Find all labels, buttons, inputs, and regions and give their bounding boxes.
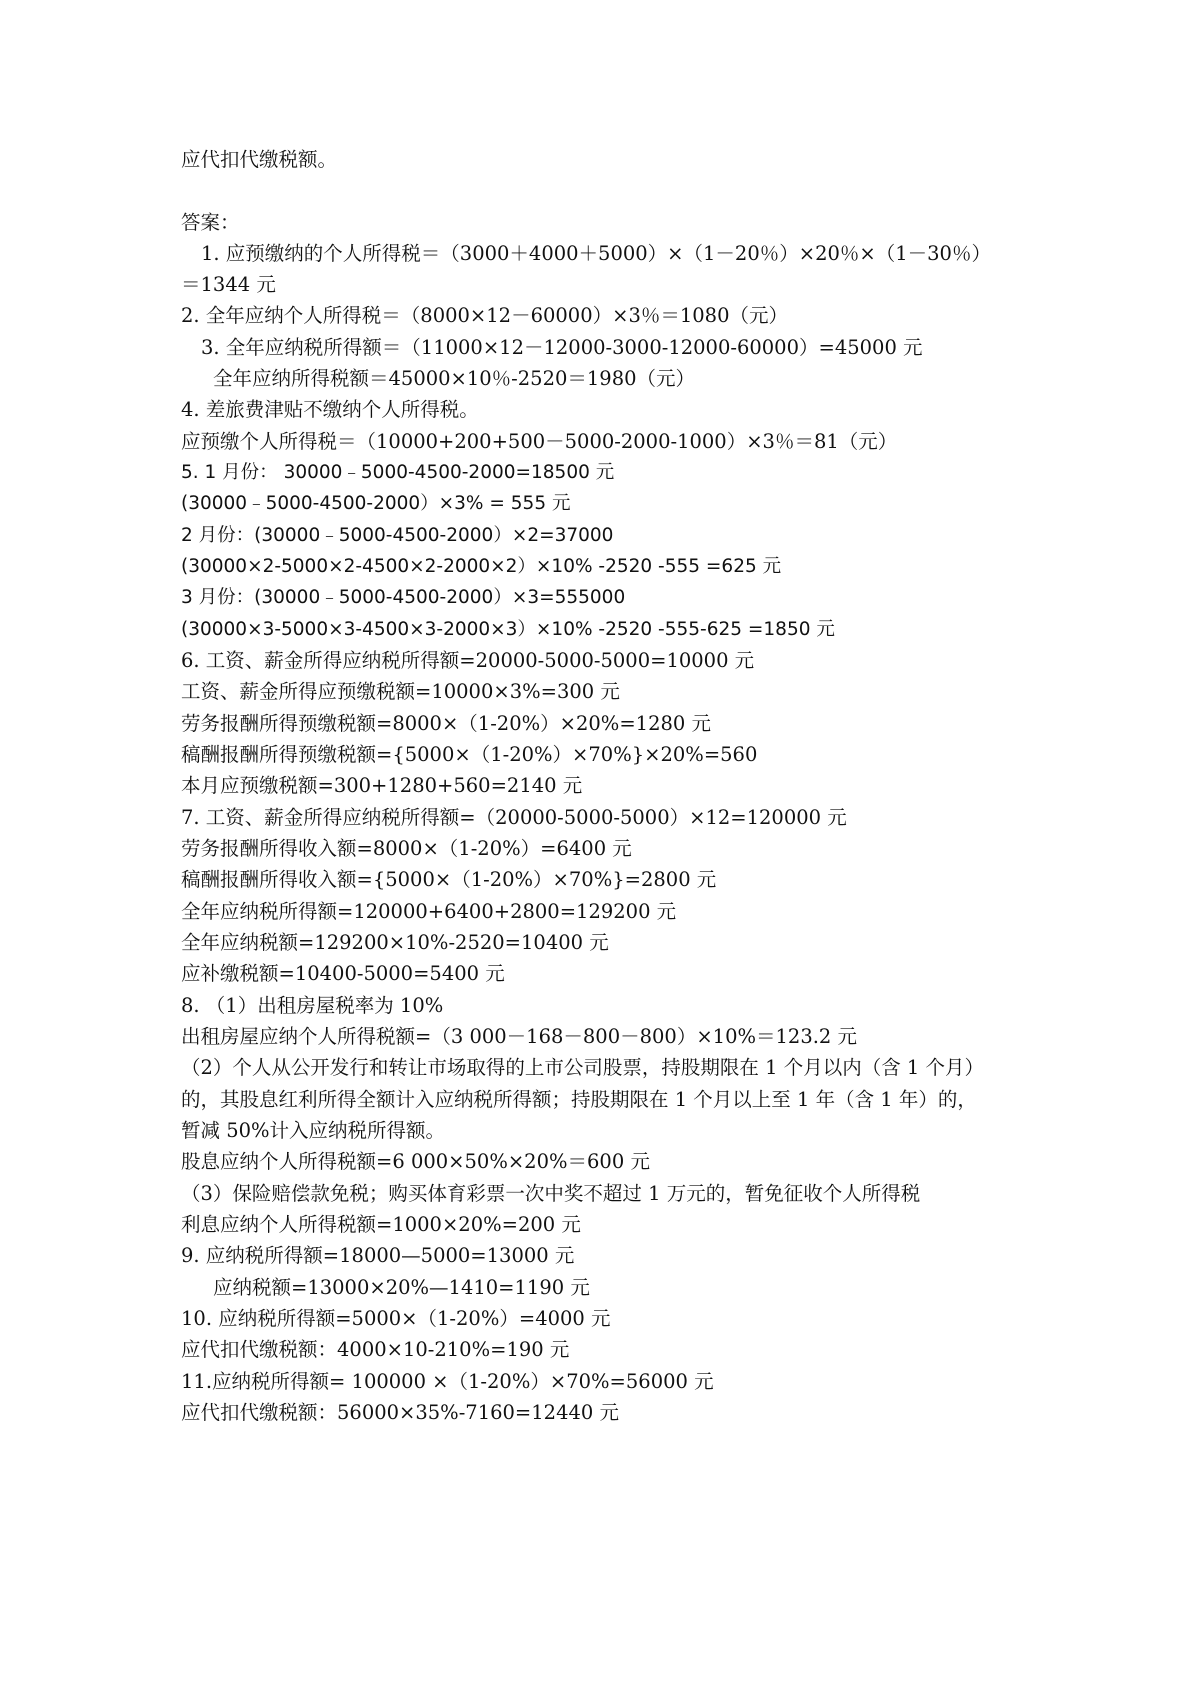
answer-8-line-6: 股息应纳个人所得税额=6 000×50%×20%＝600 元 [181,1150,650,1173]
answer-5-line-5: 3 月份：(30000﹣5000-4500-2000）×3=555000 [181,587,626,608]
answer-6-line-5: 本月应预缴税额=300+1280+560=2140 元 [181,774,583,797]
answer-9-line-1: 9. 应纳税所得额=18000—5000=13000 元 [181,1244,575,1267]
answer-5-line-4: (30000×2-5000×2-4500×2-2000×2）×10% -2520 -555 =625 元 [181,556,782,577]
answer-8-line-5: 暂减 50%计入应纳税所得额。 [181,1119,446,1142]
answer-6-line-2: 工资、薪金所得应预缴税额=10000×3%=300 元 [181,680,620,703]
answer-8-line-7: （3）保险赔偿款免税；购买体育彩票一次中奖不超过 1 万元的，暂免征收个人所得税 [181,1182,921,1205]
answer-11-line-2: 应代扣代缴税额：56000×35%-7160=12440 元 [181,1401,619,1424]
answer-5-line-6: (30000×3-5000×3-4500×3-2000×3）×10% -2520 -555-625 =1850 元 [181,619,835,640]
answer-8-line-2: 出租房屋应纳个人所得税额=（3 000－168－800－800）×10%＝123.2 元 [181,1025,858,1048]
answer-5-line-1: 5. 1 月份： 30000﹣5000-4500-2000=18500 元 [181,462,615,483]
answer-6-line-1: 6. 工资、薪金所得应纳税所得额=20000-5000-5000=10000 元 [181,649,755,672]
answer-8-line-4: 的，其股息红利所得全额计入应纳税所得额；持股期限在 1 个月以上至 1 年（含 1 年）的， [181,1088,977,1111]
answer-7-line-3: 稿酬报酬所得收入额={5000×（1-20%）×70%}=2800 元 [181,868,717,891]
answer-8-line-1: 8. （1）出租房屋税率为 10% [181,994,444,1017]
answer-heading: 答案： [181,211,240,234]
answer-5-line-3: 2 月份：(30000﹣5000-4500-2000）×2=37000 [181,525,614,546]
answer-11-line-1: 11.应纳税所得额= 100000 ×（1-20%）×70%=56000 元 [181,1370,714,1393]
answer-7-line-2: 劳务报酬所得收入额=8000×（1-20%）=6400 元 [181,837,632,860]
answer-10-line-2: 应代扣代缴税额：4000×10-210%=190 元 [181,1338,570,1361]
answer-8-line-8: 利息应纳个人所得税额=1000×20%=200 元 [181,1213,581,1236]
answer-8-line-3: （2）个人从公开发行和转让市场取得的上市公司股票，持股期限在 1 个月以内（含 1 个月） [181,1056,985,1079]
answer-3-line-2: 全年应纳所得税额＝45000×10％-2520＝1980（元） [213,367,696,390]
answer-3-line-1: 3. 全年应纳税所得额＝（11000×12－12000-3000-12000-60000）=45000 元 [201,336,923,359]
answer-2: 2. 全年应纳个人所得税＝（8000×12－60000）×3％＝1080（元） [181,304,788,327]
answer-6-line-4: 稿酬报酬所得预缴税额={5000×（1-20%）×70%}×20%=560 [181,743,758,766]
text-line-intro: 应代扣代缴税额。 [181,148,338,171]
answer-7-line-1: 7. 工资、薪金所得应纳税所得额=（20000-5000-5000）×12=120000 元 [181,806,847,829]
answer-7-line-5: 全年应纳税额=129200×10%-2520=10400 元 [181,931,609,954]
answer-5-line-2: (30000﹣5000-4500-2000）×3% = 555 元 [181,493,571,514]
answer-9-line-2: 应纳税额=13000×20%—1410=1190 元 [213,1276,590,1299]
answer-1-line-1: 1. 应预缴纳的个人所得税＝（3000＋4000＋5000）×（1－20％）×20％×（1－30％） [201,242,991,265]
answer-4-line-1: 4. 差旅费津贴不缴纳个人所得税。 [181,398,479,421]
answer-4-line-2: 应预缴个人所得税＝（10000+200+500－5000-2000-1000）×3％＝81（元） [181,430,898,453]
answer-10-line-1: 10. 应纳税所得额=5000×（1-20%）=4000 元 [181,1307,611,1330]
answer-7-line-4: 全年应纳税所得额=120000+6400+2800=129200 元 [181,900,677,923]
answer-6-line-3: 劳务报酬所得预缴税额=8000×（1-20%）×20%=1280 元 [181,712,711,735]
answer-7-line-6: 应补缴税额=10400-5000=5400 元 [181,962,505,985]
answer-1-line-2: ＝1344 元 [181,273,276,296]
